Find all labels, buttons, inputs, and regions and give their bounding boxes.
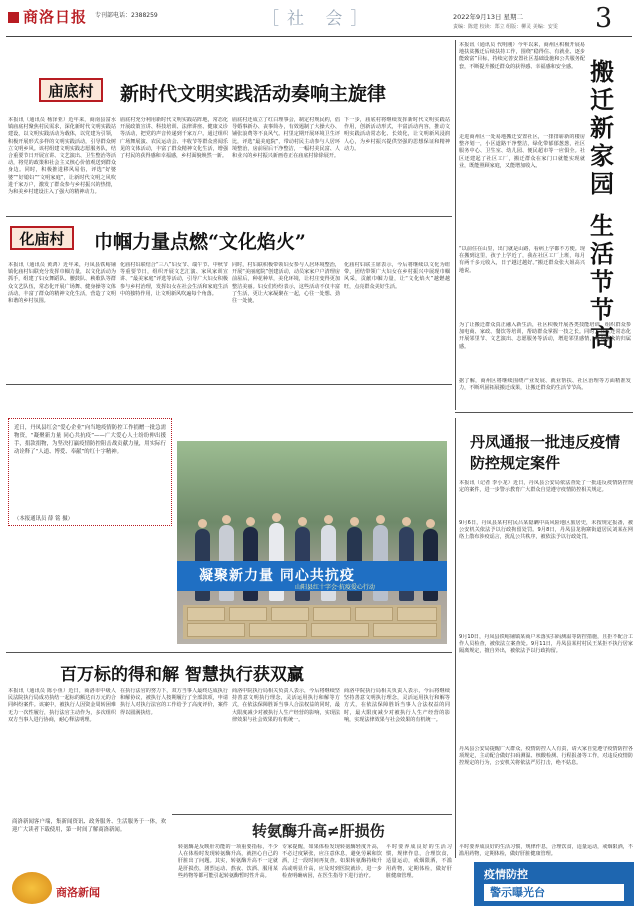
- person-head: [222, 515, 231, 524]
- staff-credits: 责编：陈建 校读：郑立 组版：柳灵 美编：安雯: [453, 24, 558, 30]
- article4-body-a: 本报讯（通讯员 陈小鱼）近日，商洛市中级人民法院执行局成功执结一起标的额达百万元的合同纠纷案件。该案中，被执行人因资金周转困难无力一次性履行，执行法官主动作为，多次组织双方当事人进行协商，耐心释法明理。: [8, 688, 116, 723]
- article5-body-b: 专家提醒，如果体检发现转氨酶轻度升高，不必过度紧张，应注意休息，避免劳累和饮酒，过一段时间再复查。如果转氨酶持续升高或明显升高，应及时到医院就诊，进一步检查明确病因，在医生指导下进行治疗。: [282, 844, 382, 879]
- article2-headline: 巾帼力量点燃“文化焰火”: [94, 231, 306, 253]
- article1-headline: 新时代文明实践活动奏响主旋律: [120, 83, 387, 105]
- sidebar-headline-2: 生活节节高: [590, 211, 614, 352]
- sidebar-headline-1: 搬迁新家园: [590, 57, 614, 198]
- news-app-ad-text: 商洛新闻客户端，集新闻资讯、政务服务、生活服务于一体，欢迎广大读者下载使用，第一时间了解商洛新闻。: [12, 819, 166, 833]
- sidebar-body-a: 本报讯（通讯员 代明刚）今年以来，商州区积极开展易地扶贫搬迁后续扶持工作，围绕“稳得住、有就业、逐步能致富”目标，持续完善安置社区基础设施和公共服务配套，不断提升搬迁群众的获得感、幸福感和安全感。: [459, 42, 585, 70]
- logo-text: 商洛日报: [23, 8, 88, 26]
- article2-body-c: 同时，村妇联积极带领妇女参与人居环境整治，开展“美丽庭院”创建活动，动员家家户户清理房前屋后，种花种草，美化环境，让村庄变得更加整洁美丽。妇女们纷纷表示，这些活动不仅丰富了生活，更让大家凝聚在一起，心往一处想、劲往一处使。: [232, 262, 340, 305]
- article3-body-a: 本报讯（记者 李小龙）近日，丹凤县公安局依法查处了一批违反疫情防控规定的案件，进一步警示教育广大群众自觉遵守疫情防控相关规定。: [459, 480, 633, 494]
- article1-tag: [39, 78, 103, 102]
- app-logo-icon: [12, 872, 52, 904]
- epidemic-banner: [474, 862, 634, 906]
- newspaper-logo: [8, 6, 87, 27]
- article3-body-c: 9月10日，丹凤县铁峪铺镇某商户未落实扫码测温等防控措施，且拒不配合工作人员检查，被依法立案查处。9月11日，丹凤县某村村民王某拒不执行居家隔离规定，擅自外出，被依法予以行政拘留。: [459, 634, 633, 655]
- person-head: [350, 517, 359, 526]
- article1-body-c: 庙底村还成立了红白理事会，制定村规民约，倡导婚事新办、丧事简办，有效遏制了大操大办、铺张浪费等不良风气。村里定期开展环境卫生评比，评选“最美庭院”，带动村民主动参与人居环境整治，房前屋后干净整洁，一幅村美民富、人和业兴的乡村振兴新画卷正在庙底村徐徐展开。: [232, 117, 340, 160]
- person-head: [376, 515, 385, 524]
- photo-banner-subtitle: 山阳县红十字会·抗疫爱心行动: [295, 584, 375, 591]
- sidebar-body-c: “以前住在山里，出门就是山路，看病上学都不方便。现在搬到这里，孩子上学近了，我在社区工厂上班，每月有两千多元收入，日子越过越好。”搬迁群众张大姐高兴地说。: [459, 246, 585, 274]
- article4-body-c-cont: 商洛中院执行局相关负责人表示，今后将继续坚持善意文明执行理念，灵活运用执行和解等方式，在依法保障胜诉当事人合法权益的同时，最大限度减少对被执行人生产经营的影响，实现法律效果与社会效果的有机统一。: [344, 688, 450, 723]
- epidemic-banner-title: 疫情防控: [484, 868, 528, 881]
- app-logo-text: 商洛新闻: [56, 886, 100, 899]
- person-head: [426, 519, 435, 528]
- photo-credit: （本报通讯员 薛 铭 摄）: [14, 516, 74, 522]
- divider: [6, 384, 452, 385]
- donation-photo: [177, 441, 447, 644]
- logo-mark-icon: [8, 12, 19, 23]
- epidemic-banner-subtitle: 警示曝光台: [484, 884, 624, 901]
- box: [373, 623, 437, 637]
- article4-body-b: 在执行法官的努力下，双方当事人最终达成执行和解协议，被执行人按期履行了全部款项，申请执行人对执行法官的工作给予了高度评价，案件得以圆满执结。: [120, 688, 228, 716]
- person-head: [298, 517, 307, 526]
- article5-body-c: 平时要养成良好的生活习惯，规律作息，合理饮食，适量运动，戒烟限酒，不滥用药物，定期体检，做好肝脏健康管理。: [386, 844, 452, 879]
- photo-caption-text: 近日，丹凤县红会“爱心企业”向当地疫情防控工作捐赠一批急需物资，“凝聚新力量 同心共抗疫”——广大爱心人士纷纷伸出援手，捐款捐物，为坚决打赢疫情防控阻击战贡献力量，用实际行动诠释了“人道、博爱、奉献”的红十字精神。: [14, 425, 166, 455]
- donation-boxes: [183, 605, 441, 639]
- photo-banner-title: 凝聚新力量 同心共抗疫: [199, 568, 355, 584]
- editor-phone: 专刊部电话：2388259: [95, 12, 158, 19]
- divider: [6, 652, 452, 653]
- sidebar-body-b: 走进商州区一处易地搬迁安置社区，一排排崭新的楼房整齐划一，小区道路干净整洁，绿化带郁郁葱葱，社区服务中心、卫生室、幼儿园、便民超市等一应俱全。社区还建起了社区工厂，搬迁群众在家门口就能实现就业，既能照顾家庭，又能增加收入。: [459, 134, 585, 169]
- article5-body-c-cont: 平时要养成良好的生活习惯，规律作息，合理饮食，适量运动，戒烟限酒，不滥用药物，定期体检，做好肝脏健康管理。: [459, 844, 633, 858]
- article3-body-d: 丹凤县公安局提醒广大群众，疫情防控人人有责，请大家自觉遵守疫情防控各项规定，主动配合做好扫码测温、核酸检测、行程报备等工作，对违反疫情防控规定的行为，公安机关将依法严厉打击，绝不姑息。: [459, 746, 633, 767]
- box: [229, 607, 267, 621]
- person-head: [272, 513, 281, 522]
- article2-body-d: 化庙村妇联主席表示，今后将继续以文化为纽带，团结带领广大妇女在乡村振兴中展现巾帼风采，贡献巾帼力量，让“文化焰火”越燃越旺，点亮群众美好生活。: [344, 262, 450, 290]
- page-number: 3: [595, 3, 613, 34]
- article1-tag-text: 庙底村: [48, 81, 94, 100]
- article5-body-a: 转氨酶是反映肝功能的一项重要指标，不少人在体检时发现转氨酶升高，就担心自己的肝脏出了问题。其实，转氨酶升高不一定就是肝损伤，剧烈运动、熬夜、饮酒、服用某些药物等都可能引起转氨酶暂时性升高。: [178, 844, 278, 879]
- article2-tag-text: 化庙村: [19, 229, 65, 248]
- section-heading: ［社 会］: [262, 9, 376, 29]
- divider: [6, 216, 452, 217]
- box: [355, 607, 393, 621]
- masthead-rule: [6, 36, 632, 37]
- box: [187, 623, 245, 637]
- article3-body-b: 9月6日，丹凤县某村村民吕某隐瞒中高风险地区旅居史，未按规定报备，被公安机关依法予以行政拘留处罚。9月8日，丹凤县龙驹寨街道居民刘某在网络上散布涉疫谣言，扰乱公共秩序，被依法予以行政处罚。: [459, 520, 633, 541]
- person-head: [402, 517, 411, 526]
- article2-body-b: 化庙村妇联结合“三八”妇女节、端午节、中秋节等重要节日，组织开展文艺汇演、家风家训宣讲、“最美家庭”评选等活动，引导广大妇女积极参与乡村治理，发挥妇女在社会生活和家庭生活中的独特作用，让文明新风吹遍每个角落。: [120, 262, 228, 297]
- article3-headline: 丹凤通报一批违反疫情防控规定案件: [470, 433, 621, 472]
- article1-body-a: 本报讯（通讯员 杨泽亚）近年来，商南县富水镇庙底村聚焦村民需求，深化新时代文明实践站建设，以文明实践活动为载体，以党建为引领，积极开展形式多样的文明实践活动，引导群众树立文明乡风。该村组建文明实践志愿服务队，结合重要节日开展宣讲、文艺演出、卫生整治等活动，将党的政策和社会主义核心价值观送到群众身边。同时，积极推进移风易俗，评选“好婆婆”“好媳妇”“文明家庭”，让新时代文明之风吹进千家万户，激发了群众参与乡村振兴的热情，为和美乡村建设注入了强大的精神动力。: [8, 117, 116, 196]
- article5-headline: 转氨酶升高≠肝损伤: [252, 822, 385, 840]
- column-rule: [455, 40, 456, 410]
- news-app-ad: [6, 808, 172, 908]
- person-head: [198, 519, 207, 528]
- divider: [455, 412, 633, 413]
- article1-body-d: 下一步，庙底村将继续发挥新时代文明实践站作用，创新活动形式，丰富活动内容，推动文明实践活动常态化、长效化，让文明新风浸润人心，为乡村振兴提供坚强的思想保证和精神动力。: [344, 117, 450, 152]
- box: [187, 607, 225, 621]
- person-head: [324, 515, 333, 524]
- article4-headline: 百万标的得和解 智慧执行获双赢: [60, 665, 304, 685]
- article1-body-b: 庙底村充分利用新时代文明实践站阵地，常态化开展政策宣讲、科技培训、法律讲座、健康义诊等活动，把党的声音传递到千家万户。通过组织广场舞展演、农民运动会、丰收节等群众喜闻乐见的文体活动，丰富了群众精神文化生活，增强了村民的获得感和幸福感，乡村面貌焕然一新。: [120, 117, 228, 160]
- sidebar-body-d: 为了让搬迁群众真正融入新生活，社区积极开展各类技能培训，组织群众参加电商、家政、餐饮等培训，帮助群众掌握一技之长。同时，社区还常态化开展邻里节、文艺演出、志愿服务等活动，增进邻里感情，增强群众的归属感。: [459, 322, 631, 350]
- box: [397, 607, 437, 621]
- box: [271, 607, 309, 621]
- column-rule: [455, 418, 456, 858]
- issue-date: 2022年9月13日 星期二: [453, 13, 524, 21]
- article2-body-a: 本报讯（通讯员 黄鸿）近年来，丹凤县铁峪铺镇化庙村妇联充分发挥巾帼力量，以文化活动为抓手，组建了妇女舞蹈队、腰鼓队、秧歌队等群众文艺队伍，常态化开展广场舞、健身操等文体活动，丰富了群众的精神文化生活，营造了文明和谐的乡村氛围。: [8, 262, 116, 305]
- box: [311, 623, 369, 637]
- sidebar-body-e: 据了解，商州区将继续围绕产业发展、就业帮扶、社区治理等方面精准发力，不断巩固拓展搬迁成果，让搬迁群众的生活节节高。: [459, 378, 631, 392]
- box: [313, 607, 351, 621]
- person-head: [246, 517, 255, 526]
- article4-body-c: 商洛中院执行局相关负责人表示，今后将继续坚持善意文明执行理念，灵活运用执行和解等方式，在依法保障胜诉当事人合法权益的同时，最大限度减少对被执行人生产经营的影响，实现法律效果与社会效果的有机统一。: [232, 688, 340, 723]
- box: [249, 623, 307, 637]
- article2-tag: [10, 226, 74, 250]
